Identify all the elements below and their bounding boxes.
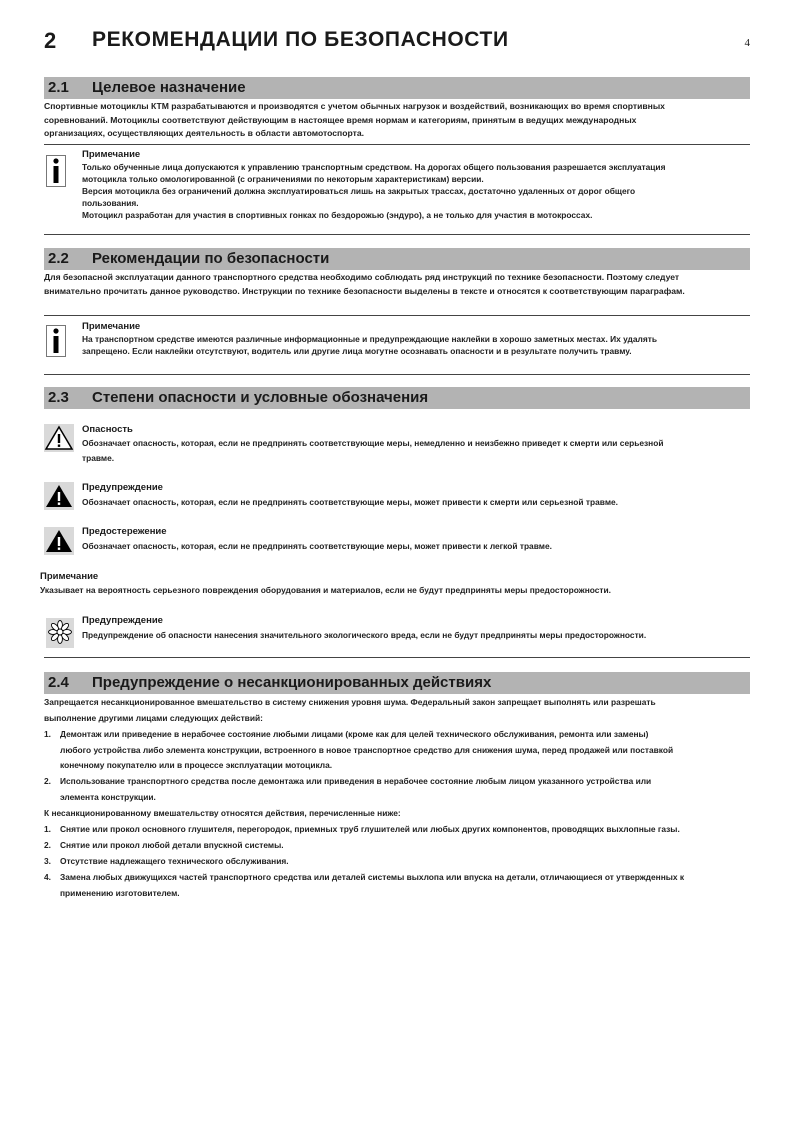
list-number: 1.: [44, 824, 51, 834]
section-heading-2-3: [44, 387, 750, 409]
hazard-line: Обозначает опасность, которая, если не предпринять соответствующие меры, немедленно и неизбежно приведет к смерти или серьезной: [82, 438, 664, 448]
list-line: применению изготовителем.: [60, 887, 180, 898]
hazard-heading: Опасность: [82, 424, 133, 435]
section-2-1-text: [44, 100, 754, 141]
note-line: На транспортном средстве имеются различные информационные и предупреждающие наклейки в хорошо заметных местах. Их удалять: [82, 334, 657, 344]
note-box-2-2: [44, 315, 750, 375]
note-line: пользования.: [82, 198, 139, 208]
hazard-line: Обозначает опасность, которая, если не предпринять соответствующие меры, может привести к смерти или серьезной травме.: [82, 497, 618, 507]
list-number: 4.: [44, 872, 51, 882]
hazard-heading: Предупреждение: [82, 482, 163, 493]
text-line: выполнение другими лицами следующих действий:: [44, 712, 263, 723]
text-line: соревнований. Мотоциклы соответствуют действующим в настоящее время нормам и категориям, принятым в ведущих международных: [44, 114, 637, 125]
environment-icon: [46, 618, 74, 648]
list-line: Замена любых движущихся частей транспортного средства или деталей системы выхлопа или впуска на детали, отличающиеся от утвержденных к: [60, 872, 685, 882]
env-warning-text: Предупреждение об опасности нанесения значительного экологического вреда, если не будут предприняты меры предосторожности.: [82, 630, 647, 640]
note-box-2-1: [44, 144, 750, 235]
hazard-text: [82, 539, 732, 554]
note-line: Только обученные лица допускаются к управлению транспортным средством. На дорогах общего пользования разрешается эксплуатация: [82, 162, 666, 172]
note-text: [82, 333, 742, 357]
note-text: [82, 161, 742, 221]
section-2-2-text: [44, 271, 754, 298]
chapter-title: РЕКОМЕНДАЦИИ ПО БЕЗОПАСНОСТИ: [92, 28, 509, 51]
note-line: Мотоцикл разработан для участия в спортивных гонках по бездорожью (эндуро), а не только для участия в мотокроссах.: [82, 210, 593, 220]
hazard-line: травме.: [82, 452, 115, 463]
list-number: 1.: [44, 729, 51, 739]
plain-note-heading: Примечание: [40, 571, 99, 582]
info-icon: [46, 155, 66, 187]
chapter-number: 2: [44, 28, 57, 53]
list-line: любого устройства либо элемента конструкции, встроенного в новое транспортное средство для снижения шума, перед продажей или поставкой: [60, 744, 674, 755]
text-line: организациях, осуществляющих деятельность в области автомотоспорта.: [44, 128, 364, 138]
list-text: Отсутствие надлежащего технического обслуживания.: [60, 856, 289, 866]
warning-icon: [44, 482, 74, 510]
list-text: Снятие или прокол любой детали впускной системы.: [60, 840, 284, 850]
section-title: Предупреждение о несанкционированных действиях: [92, 674, 492, 691]
page-number: 4: [744, 37, 750, 49]
list-line: элемента конструкции.: [60, 791, 156, 802]
section-title: Рекомендации по безопасности: [92, 250, 330, 267]
section-2-4-intro: [44, 695, 744, 726]
list-line: Использование транспортного средства после демонтажа или приведения в нерабочее состояние любым лицом указанного устройства или: [60, 776, 652, 786]
page-header: [44, 28, 750, 58]
list-number: 2.: [44, 840, 51, 850]
section-number: 2.3: [48, 389, 69, 406]
text-line: Для безопасной эксплуатации данного транспортного средства необходимо соблюдать ряд инструкций по технике безопасности. Поэтому следует: [44, 272, 680, 282]
list-line: конечному покупателю или в процессе эксплуатации мотоцикла.: [60, 760, 333, 770]
danger-icon: [44, 424, 74, 452]
text-line: Запрещается несанкционированное вмешательство в систему снижения уровня шума. Федеральный закон запрещает выполнять или разрешать: [44, 697, 656, 707]
hazard-text: [82, 495, 732, 510]
section-heading-2-1: [44, 77, 750, 99]
section-title: Степени опасности и условные обозначения: [92, 389, 429, 406]
plain-note-text: Указывает на вероятность серьезного повреждения оборудования и материалов, если не будут предприняты меры предосторожности.: [40, 585, 612, 595]
list-number: 2.: [44, 776, 51, 786]
list-text: [60, 870, 750, 901]
caution-icon: [44, 527, 74, 555]
list-number: 3.: [44, 856, 51, 866]
note-line: мотоцикла только омологированной (с ограничениями по некоторым характеристикам) версии.: [82, 174, 484, 184]
section-2-4-mid-text: К несанкционированному вмешательству относятся действия, перечисленные ниже:: [44, 808, 401, 818]
section-heading-2-4: [44, 672, 750, 694]
section-heading-2-2: [44, 248, 750, 270]
hazard-line: Обозначает опасность, которая, если не предпринять соответствующие меры, может привести к легкой травме.: [82, 541, 552, 551]
note-line: запрещено. Если наклейки отсутствуют, водитель или другие лица могутне осознавать опасности и в результате получить травму.: [82, 346, 632, 356]
list-text: Снятие или прокол основного глушителя, перегородок, приемных труб глушителей или любых других компонентов, проводящих выхлопные газы.: [60, 824, 680, 834]
note-line: Версия мотоцикла без ограничений должна эксплуатироваться лишь на закрытых трассах, достаточно удаленных от дорог общего: [82, 186, 636, 196]
text-line: внимательно прочитать данное руководство. Инструкции по технике безопасности выделены в тексте и относятся к соответствующим параграфам.: [44, 285, 685, 296]
section-number: 2.4: [48, 674, 69, 691]
hazard-text: [82, 436, 732, 465]
hazard-heading: Предостережение: [82, 526, 167, 537]
note-heading: Примечание: [82, 149, 141, 160]
divider: [44, 657, 750, 658]
text-line: Спортивные мотоциклы КТМ разрабатываются и производятся с учетом обычных нагрузок и воздействий, возникающих во время спортивных: [44, 101, 665, 111]
section-title: Целевое назначение: [92, 79, 246, 96]
section-number: 2.1: [48, 79, 69, 96]
section-number: 2.2: [48, 250, 69, 267]
list-line: Демонтаж или приведение в нерабочее состояние любыми лицами (кроме как для целей технического обслуживания, ремонта или замены): [60, 729, 649, 739]
env-warning-heading: Предупреждение: [82, 615, 163, 626]
note-heading: Примечание: [82, 321, 141, 332]
list-text: [60, 727, 750, 774]
info-icon: [46, 325, 66, 357]
list-text: [60, 774, 750, 805]
